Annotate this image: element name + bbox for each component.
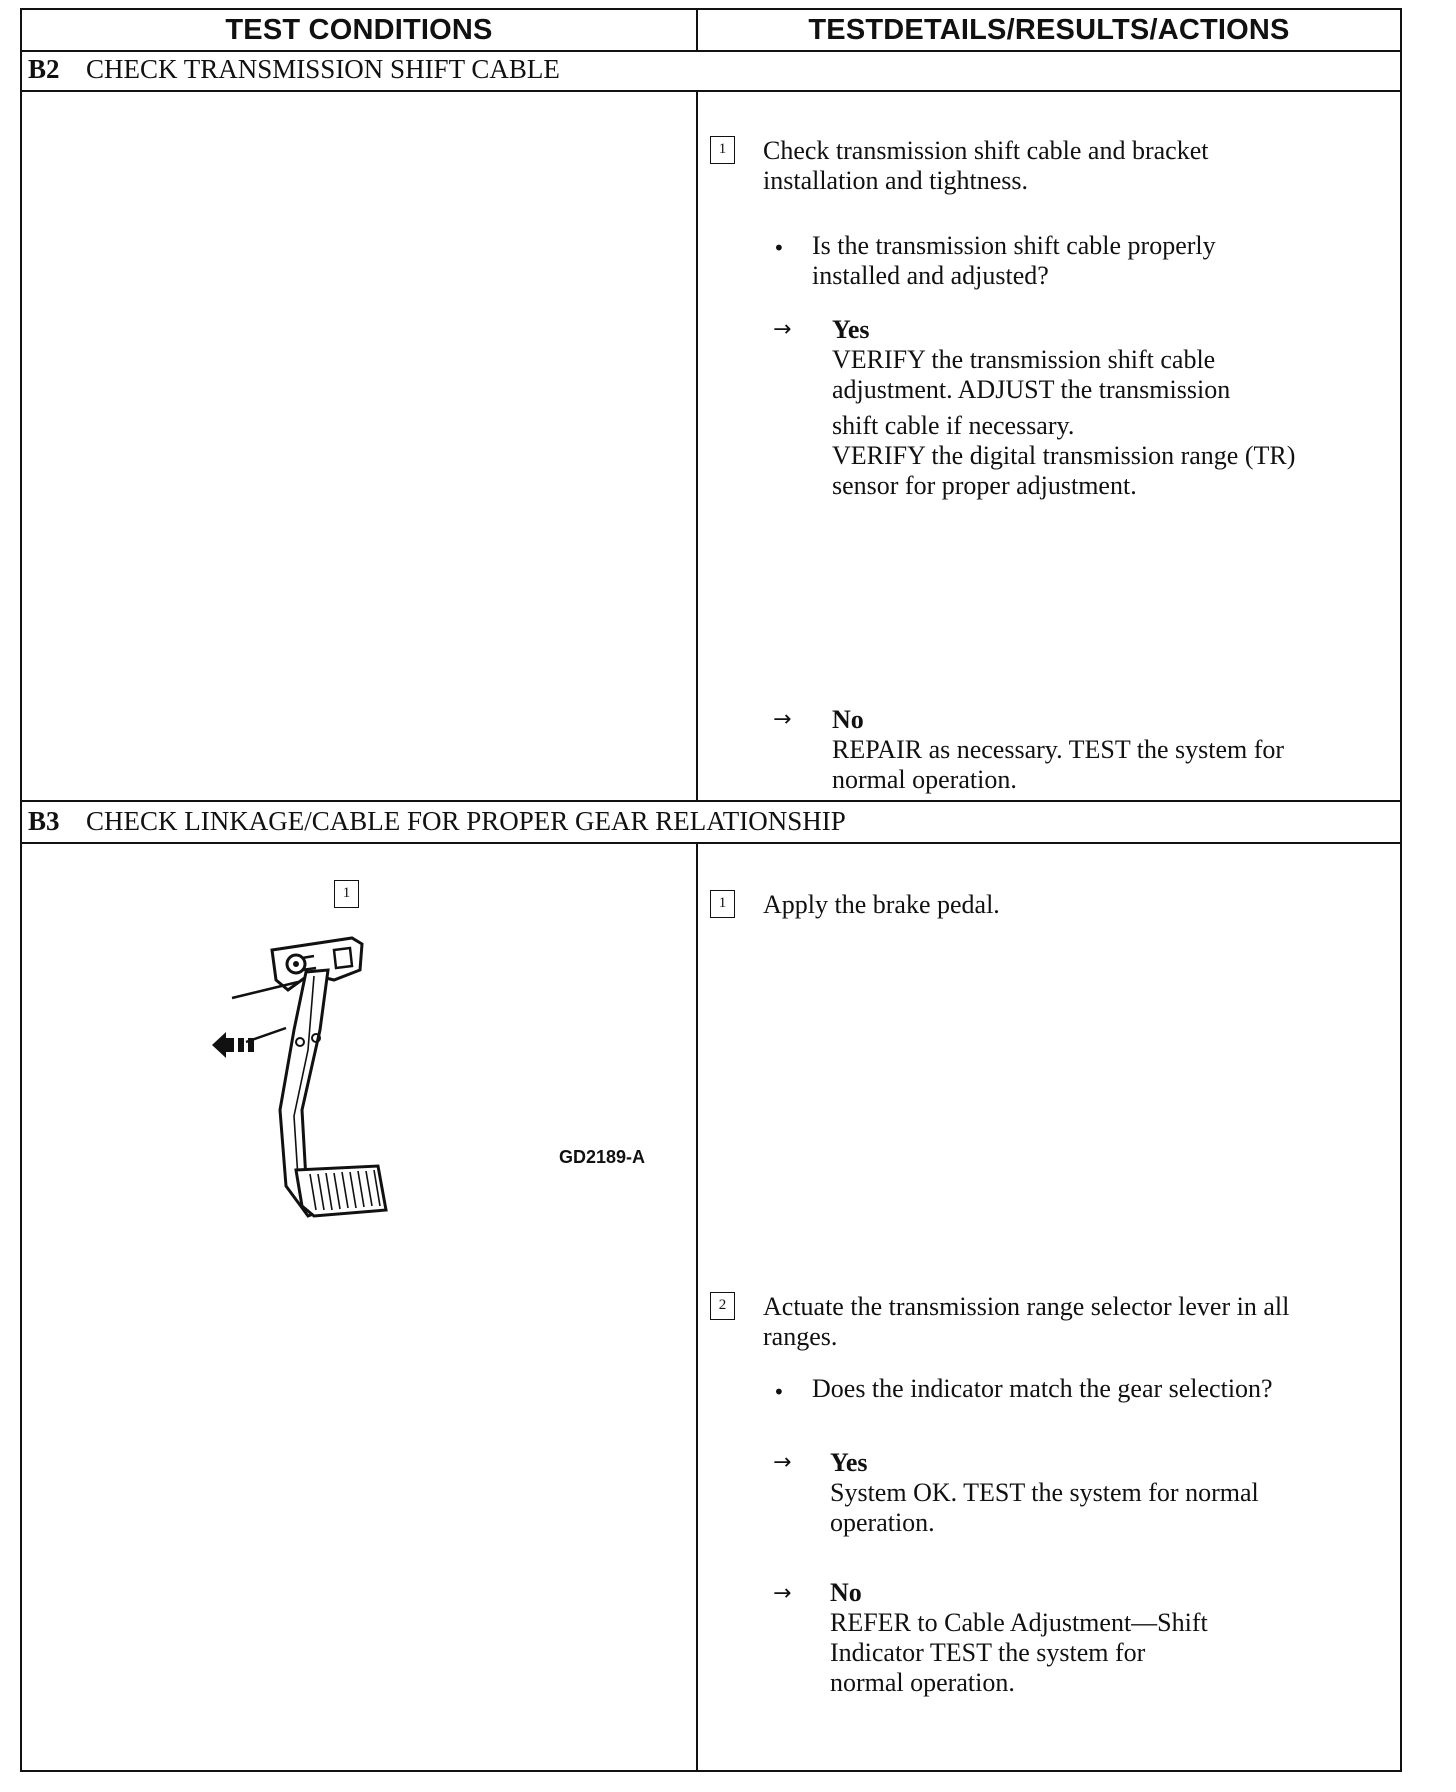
arrow-icon: → [773, 1581, 792, 1606]
header-test-conditions: TEST CONDITIONS [225, 14, 493, 46]
no-result: No REPAIR as necessary. TEST the system for normal operation. [832, 705, 1285, 794]
yes-label: Yes [830, 1448, 868, 1477]
section-code-b3: B3 [28, 806, 60, 836]
question-text: Does the indicator match the gear selection? [812, 1374, 1273, 1403]
divider [696, 842, 698, 1772]
brake-pedal-illustration [202, 910, 462, 1250]
yes-result: Yes VERIFY the transmission shift cable adjustment. ADJUST the transmission shift cable if necessary. VERIFY the digital transmission range (TR) sensor for proper adjustment. [832, 315, 1296, 500]
force-direction-arrow-icon [212, 1030, 272, 1060]
yes-label: Yes [832, 315, 870, 344]
step-number-box: 1 [710, 136, 735, 164]
diagnostic-table [20, 8, 1402, 1772]
question-text: Is the transmission shift cable properly installed and adjusted? [812, 231, 1216, 290]
divider [22, 842, 1400, 844]
arrow-icon: → [773, 317, 792, 342]
divider [22, 50, 1400, 52]
arrow-icon: → [773, 1450, 792, 1475]
arrow-icon: → [773, 707, 792, 732]
section-heading-b3: CHECK LINKAGE/CABLE FOR PROPER GEAR RELATIONSHIP [86, 806, 846, 836]
divider [696, 10, 698, 50]
step-number-box: 1 [710, 890, 735, 918]
figure-code: GD2189-A [559, 1147, 646, 1167]
header-test-details: TESTDETAILS/RESULTS/ACTIONS [808, 14, 1290, 46]
divider [22, 90, 1400, 92]
yes-result: Yes System OK. TEST the system for normal operation. [830, 1448, 1259, 1537]
step-text: Actuate the transmission range selector lever in all ranges. [763, 1292, 1290, 1351]
no-label: No [830, 1578, 862, 1607]
no-label: No [832, 705, 864, 734]
step-text: Check transmission shift cable and bracket installation and tightness. [763, 136, 1209, 195]
section-code-b2: B2 [28, 54, 60, 84]
divider [22, 800, 1400, 802]
no-result: No REFER to Cable Adjustment—Shift Indicator TEST the system for normal operation. [830, 1578, 1208, 1697]
bullet-icon: • [773, 236, 785, 260]
section-heading-b2: CHECK TRANSMISSION SHIFT CABLE [86, 54, 560, 84]
step-number-box: 2 [710, 1292, 735, 1320]
section-title-b2 [28, 54, 560, 85]
bullet-icon: • [773, 1380, 785, 1404]
step-text: Apply the brake pedal. [763, 890, 1000, 919]
figure-step-box: 1 [334, 880, 359, 908]
divider [696, 90, 698, 800]
section-title-b3 [28, 806, 846, 837]
